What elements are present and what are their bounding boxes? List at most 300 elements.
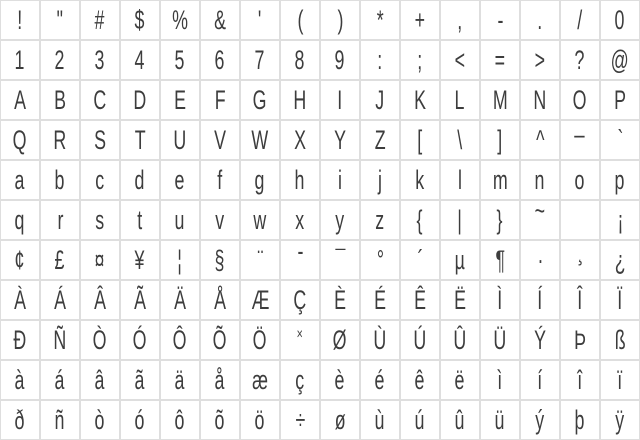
glyph: r [57,205,63,235]
glyph-cell[interactable] [0,0,40,40]
glyph-cell[interactable] [280,240,320,280]
glyph-cell[interactable] [240,360,280,400]
glyph-cell[interactable] [0,400,40,440]
glyph-cell[interactable] [40,40,80,80]
glyph-cell[interactable] [440,200,480,240]
glyph-cell[interactable] [120,40,160,80]
glyph: 3 [95,45,105,75]
glyph-cell[interactable] [560,320,600,360]
glyph: ¶ [495,245,505,275]
glyph: ÿ [615,405,625,435]
glyph-cell[interactable] [160,120,200,160]
glyph-cell[interactable] [360,200,400,240]
glyph-cell[interactable] [520,280,560,320]
glyph: J [375,85,385,115]
glyph-cell[interactable] [560,400,600,440]
glyph-cell[interactable] [40,80,80,120]
glyph-cell[interactable] [120,80,160,120]
glyph: c [95,165,105,195]
glyph: è [335,365,345,395]
glyph: | [457,205,463,235]
glyph: Þ [574,325,586,355]
glyph-cell[interactable] [440,240,480,280]
glyph: \ [457,125,463,155]
glyph-cell[interactable] [600,40,640,80]
glyph: w [253,205,267,235]
glyph-cell[interactable] [320,80,360,120]
glyph: ^ [535,125,545,155]
glyph-cell[interactable] [440,80,480,120]
glyph-cell[interactable] [360,360,400,400]
glyph-cell[interactable] [520,120,560,160]
glyph: î [577,365,583,395]
glyph: ¡ [617,205,623,235]
glyph: Â [94,285,106,315]
glyph: Q [13,125,27,155]
glyph-cell[interactable] [360,240,400,280]
glyph-cell[interactable] [440,400,480,440]
glyph-cell[interactable] [160,160,200,200]
glyph: Ä [174,285,186,315]
glyph-cell[interactable] [200,160,240,200]
glyph-cell[interactable] [200,40,240,80]
glyph: S [94,125,106,155]
glyph: ¦ [177,245,183,275]
glyph: _ [575,120,585,138]
glyph-cell[interactable] [160,0,200,40]
glyph-cell[interactable] [600,200,640,240]
glyph-cell[interactable] [560,80,600,120]
glyph-cell[interactable] [0,40,40,80]
glyph-cell[interactable] [240,40,280,80]
glyph-cell[interactable] [360,40,400,80]
glyph-cell[interactable] [200,400,240,440]
glyph-cell[interactable] [480,0,520,40]
glyph-cell[interactable] [480,120,520,160]
glyph: ÷ [295,405,305,435]
glyph: ¢ [15,245,25,275]
glyph-cell[interactable] [440,40,480,80]
glyph-cell[interactable] [520,320,560,360]
glyph: ö [255,405,265,435]
glyph-cell[interactable] [160,240,200,280]
glyph: K [414,85,426,115]
glyph: ë [455,365,465,395]
glyph: Æ [251,285,269,315]
glyph: ò [95,405,105,435]
glyph: * [376,5,384,35]
glyph: R [53,125,67,155]
glyph-cell[interactable] [240,80,280,120]
glyph-cell[interactable] [400,320,440,360]
glyph-cell[interactable] [160,320,200,360]
glyph-cell[interactable] [480,320,520,360]
glyph-cell[interactable] [120,320,160,360]
glyph-cell[interactable] [440,320,480,360]
glyph-cell[interactable] [560,240,600,280]
glyph: ¿ [614,245,626,275]
glyph: U [173,125,187,155]
glyph-cell[interactable] [0,360,40,400]
glyph-cell[interactable] [520,0,560,40]
glyph-cell[interactable] [600,400,640,440]
glyph: ¨ [257,245,263,275]
glyph-cell[interactable] [120,0,160,40]
glyph-cell[interactable] [600,120,640,160]
glyph: æ [252,365,268,395]
glyph-cell[interactable] [320,40,360,80]
glyph-cell[interactable] [160,80,200,120]
glyph-cell[interactable] [160,400,200,440]
glyph-cell[interactable] [320,240,360,280]
glyph: 9 [335,45,345,75]
glyph-cell[interactable] [200,320,240,360]
glyph-cell[interactable] [120,280,160,320]
glyph-cell[interactable] [0,280,40,320]
glyph: ï [617,365,623,395]
glyph-cell[interactable] [160,280,200,320]
glyph-cell[interactable] [280,160,320,200]
glyph-cell[interactable] [200,200,240,240]
glyph-cell[interactable] [160,360,200,400]
glyph-cell[interactable] [40,240,80,280]
glyph: õ [215,405,225,435]
glyph-cell[interactable] [480,200,520,240]
glyph-cell[interactable] [240,200,280,240]
glyph-cell[interactable] [80,240,120,280]
glyph: a [15,165,25,195]
glyph-cell[interactable] [120,240,160,280]
glyph-cell[interactable] [400,0,440,40]
glyph: Û [453,325,467,355]
glyph-cell[interactable] [0,120,40,160]
glyph: ) [337,5,343,35]
glyph: ì [497,365,503,395]
glyph-cell[interactable] [520,360,560,400]
glyph: ü [495,405,505,435]
glyph-cell[interactable] [280,400,320,440]
glyph-cell[interactable] [400,40,440,80]
glyph: h [295,165,305,195]
glyph-cell[interactable] [120,360,160,400]
glyph-cell[interactable] [440,120,480,160]
glyph-cell[interactable] [400,240,440,280]
glyph-cell[interactable] [80,0,120,40]
glyph-cell[interactable] [560,40,600,80]
glyph-cell[interactable] [240,400,280,440]
glyph: £ [55,245,65,275]
glyph: ´ [417,245,423,275]
glyph-cell[interactable] [520,400,560,440]
glyph: Å [214,285,226,315]
glyph: E [174,85,186,115]
glyph: ! [17,5,23,35]
glyph-cell[interactable] [320,360,360,400]
glyph-cell[interactable] [80,280,120,320]
glyph-cell[interactable] [80,320,120,360]
glyph: Õ [213,325,227,355]
glyph-cell[interactable] [320,200,360,240]
glyph-cell[interactable] [200,360,240,400]
glyph: ù [375,405,385,435]
glyph: ¯ [335,245,345,275]
glyph-cell[interactable] [280,200,320,240]
glyph-cell[interactable] [120,160,160,200]
glyph-cell[interactable] [520,160,560,200]
glyph-cell[interactable] [320,320,360,360]
glyph: { [417,205,423,235]
glyph-cell[interactable] [240,160,280,200]
glyph-cell[interactable] [280,40,320,80]
glyph: É [374,285,386,315]
glyph: Ð [13,325,27,355]
glyph-cell[interactable] [160,200,200,240]
glyph-cell[interactable] [40,320,80,360]
glyph-cell[interactable] [440,280,480,320]
glyph: ( [297,5,303,35]
glyph-cell[interactable] [80,80,120,120]
glyph-cell[interactable] [400,400,440,440]
glyph: ø [334,405,346,435]
glyph-cell[interactable] [360,400,400,440]
glyph-cell[interactable] [280,120,320,160]
glyph: 1 [15,45,25,75]
glyph: ¸ [577,240,583,266]
glyph-cell[interactable] [40,0,80,40]
glyph: ` [617,125,623,155]
glyph-cell[interactable] [40,200,80,240]
glyph: x [295,205,305,235]
glyph: 0 [615,5,625,35]
glyph-cell[interactable] [400,280,440,320]
glyph-cell[interactable] [360,120,400,160]
glyph: å [215,365,225,395]
glyph-cell[interactable] [480,160,520,200]
glyph: : [377,45,383,75]
glyph-cell[interactable] [480,40,520,80]
glyph: ~ [534,200,546,226]
glyph-cell[interactable] [320,120,360,160]
glyph-cell[interactable] [600,360,640,400]
glyph: Ú [413,325,427,355]
glyph: â [95,365,105,395]
glyph-cell[interactable] [440,160,480,200]
glyph: j [378,165,382,195]
glyph: µ [454,245,466,275]
glyph: < [454,45,466,75]
glyph: Ù [373,325,387,355]
glyph: O [573,85,587,115]
glyph: Ï [617,285,623,315]
glyph: ° [376,245,384,275]
glyph: L [455,85,465,115]
glyph: i [338,165,342,195]
glyph: C [93,85,107,115]
glyph: 5 [175,45,185,75]
glyph-cell[interactable] [240,320,280,360]
glyph-cell[interactable] [440,360,480,400]
glyph-cell[interactable] [280,80,320,120]
glyph: ê [415,365,425,395]
glyph: z [375,205,385,235]
glyph: P [614,85,626,115]
glyph-cell[interactable] [560,0,600,40]
glyph-cell[interactable] [200,280,240,320]
glyph: ¥ [135,245,145,275]
glyph-cell[interactable] [320,400,360,440]
glyph: D [133,85,147,115]
glyph: n [535,165,545,195]
glyph: B [54,85,66,115]
glyph: ó [135,405,145,435]
glyph-cell[interactable] [600,80,640,120]
glyph: d [135,165,145,195]
glyph-cell[interactable] [200,0,240,40]
glyph: . [537,5,543,35]
glyph-cell[interactable] [240,280,280,320]
glyph-cell[interactable] [360,280,400,320]
glyph-cell[interactable] [200,240,240,280]
glyph-cell[interactable] [560,360,600,400]
glyph: ô [175,405,185,435]
glyph-cell[interactable] [280,320,320,360]
glyph-cell[interactable] [160,40,200,80]
glyph: " [56,5,64,35]
glyph-cell[interactable] [80,360,120,400]
glyph-cell[interactable] [480,280,520,320]
glyph-cell[interactable] [480,240,520,280]
glyph: ä [175,365,185,395]
glyph: 6 [215,45,225,75]
glyph-cell[interactable] [80,40,120,80]
glyph-cell[interactable] [360,80,400,120]
glyph-cell[interactable] [560,120,600,160]
glyph-cell[interactable] [400,200,440,240]
glyph-cell[interactable] [40,360,80,400]
glyph: Î [577,285,583,315]
glyph: @ [610,45,630,75]
glyph: Y [334,125,346,155]
glyph: í [537,365,543,395]
glyph-cell[interactable] [400,120,440,160]
glyph: Í [537,285,543,315]
glyph: 4 [135,45,145,75]
glyph: · [537,245,543,275]
glyph-cell[interactable] [40,120,80,160]
glyph-cell[interactable] [120,120,160,160]
glyph-cell[interactable] [80,120,120,160]
glyph-cell[interactable] [520,80,560,120]
glyph-cell[interactable] [80,200,120,240]
glyph-cell[interactable] [200,80,240,120]
glyph: þ [575,405,585,435]
glyph-cell[interactable] [0,240,40,280]
glyph-cell[interactable] [400,360,440,400]
glyph-cell[interactable] [120,200,160,240]
glyph-cell[interactable] [80,160,120,200]
glyph-cell[interactable] [240,120,280,160]
glyph: Z [374,125,386,155]
glyph: Ô [173,325,187,355]
glyph: , [457,5,463,35]
glyph: ' [258,5,262,35]
glyph: È [334,285,346,315]
glyph: ; [417,45,423,75]
glyph: 2 [55,45,65,75]
glyph-cell[interactable] [560,280,600,320]
glyph-cell[interactable] [400,80,440,120]
glyph-cell[interactable] [0,160,40,200]
glyph: 7 [255,45,265,75]
glyph-cell[interactable] [0,200,40,240]
glyph: Ê [414,285,426,315]
glyph-cell[interactable] [600,280,640,320]
glyph: ] [497,125,503,155]
glyph-cell[interactable] [200,120,240,160]
glyph: × [296,326,304,343]
glyph-cell[interactable] [480,400,520,440]
glyph-cell[interactable] [480,360,520,400]
glyph-cell[interactable] [40,400,80,440]
glyph: Ç [293,285,307,315]
glyph: Ø [333,325,347,355]
glyph-cell[interactable] [480,80,520,120]
glyph-cell[interactable] [0,320,40,360]
glyph-cell[interactable] [320,160,360,200]
glyph-cell[interactable] [280,0,320,40]
glyph-cell[interactable] [320,280,360,320]
glyph-cell[interactable] [520,40,560,80]
glyph-cell[interactable] [400,160,440,200]
glyph-cell[interactable] [240,240,280,280]
glyph: Ñ [53,325,67,355]
glyph: + [414,5,426,35]
glyph-cell[interactable] [600,160,640,200]
glyph: ý [535,405,545,435]
glyph-cell[interactable] [120,400,160,440]
glyph-cell[interactable] [240,0,280,40]
glyph: ã [135,365,145,395]
glyph-cell[interactable] [280,360,320,400]
glyph: o [575,165,585,195]
glyph-cell[interactable] [600,320,640,360]
glyph-cell[interactable] [40,160,80,200]
glyph: > [534,45,546,75]
glyph: V [214,125,226,155]
glyph-cell[interactable] [520,240,560,280]
glyph: W [251,125,269,155]
glyph-cell[interactable] [360,320,400,360]
glyph-cell[interactable] [440,0,480,40]
glyph: q [15,205,25,235]
glyph-cell[interactable] [560,200,600,240]
glyph: ß [614,325,626,355]
glyph-cell[interactable] [360,0,400,40]
glyph-cell[interactable] [280,280,320,320]
glyph: b [55,165,65,195]
glyph-cell[interactable] [520,200,560,240]
glyph-cell[interactable] [80,400,120,440]
glyph-cell[interactable] [320,0,360,40]
glyph-cell[interactable] [0,80,40,120]
glyph-cell[interactable] [600,0,640,40]
glyph-cell[interactable] [40,280,80,320]
glyph: / [577,5,583,35]
glyph-cell[interactable] [600,240,640,280]
glyph-cell[interactable] [360,160,400,200]
glyph: p [615,165,625,195]
glyph-cell[interactable] [560,160,600,200]
